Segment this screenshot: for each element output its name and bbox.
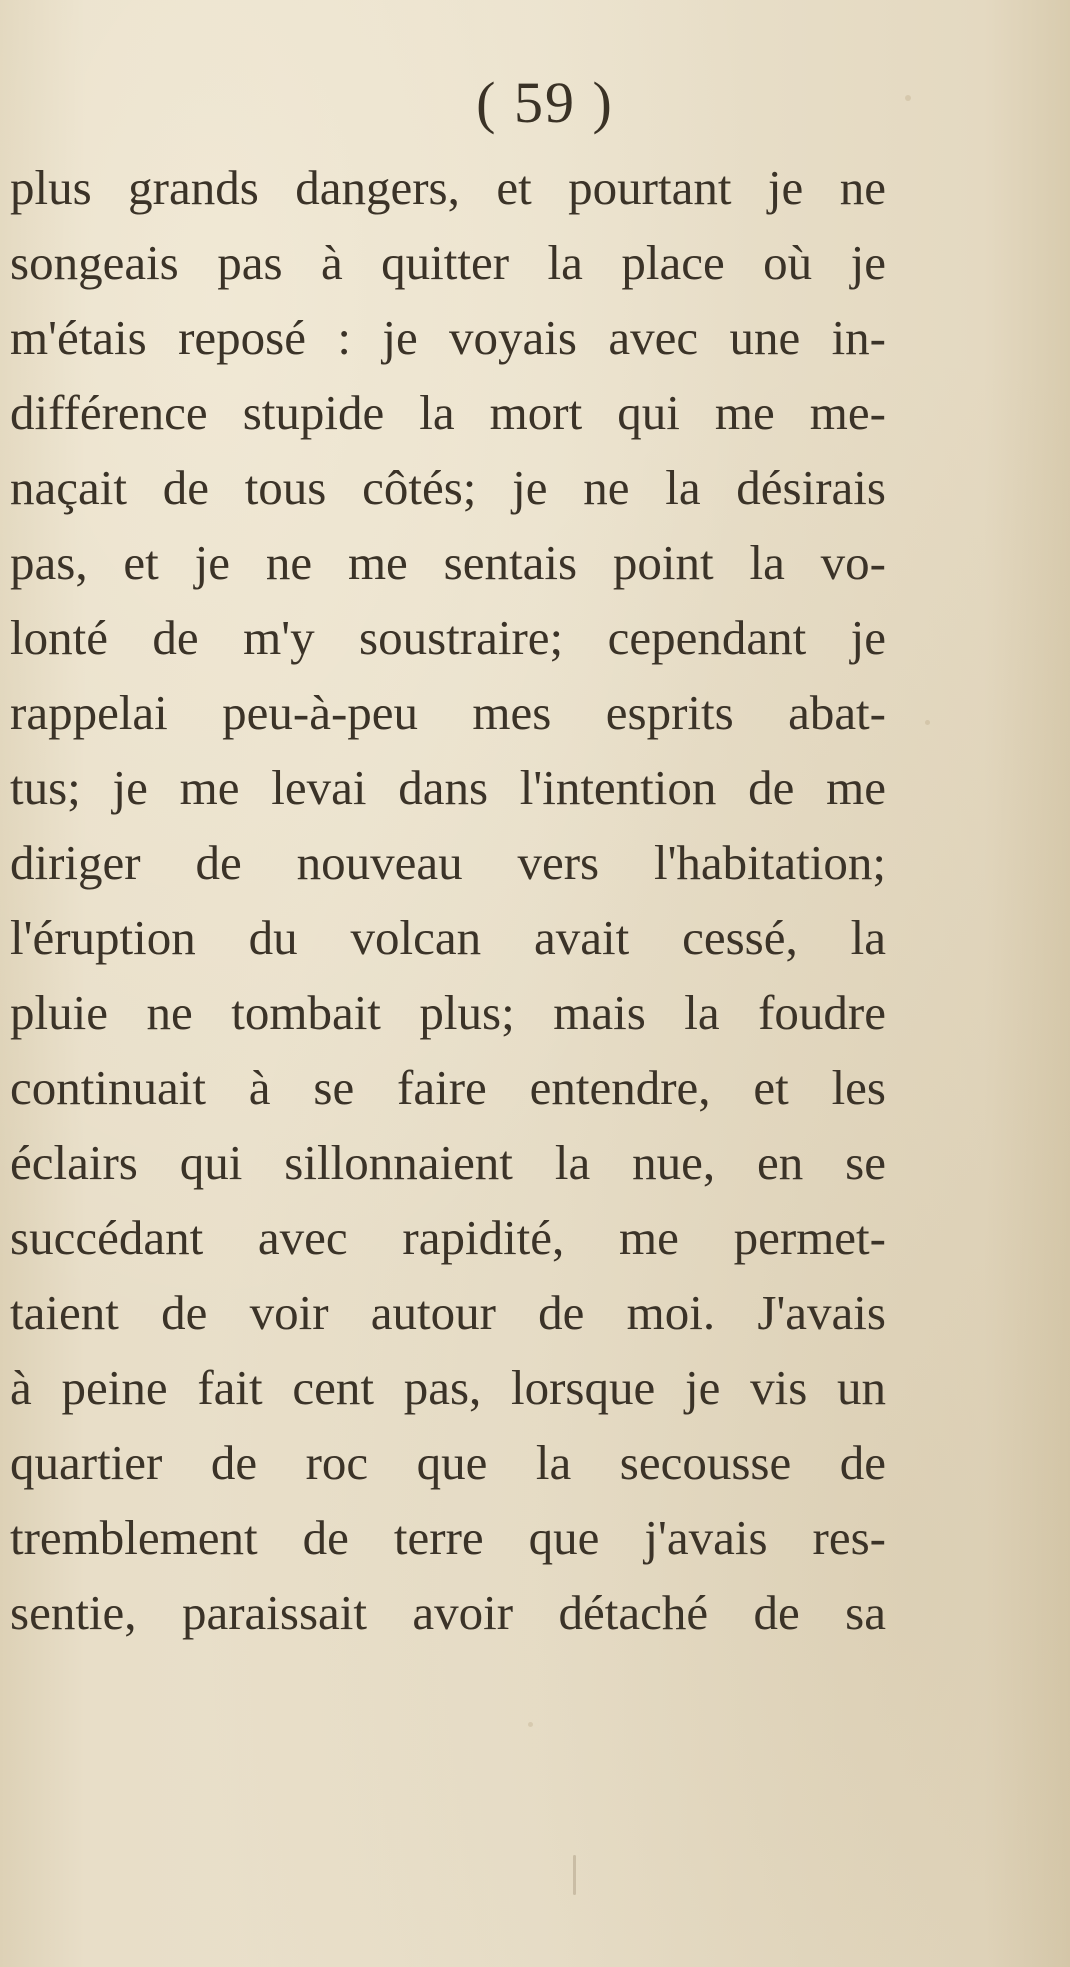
text-line: diriger de nouveau vers l'habitation;	[10, 835, 886, 890]
text-line: plus grands dangers, et pourtant je ne	[10, 160, 886, 215]
text-line: éclairs qui sillonnaient la nue, en se	[10, 1135, 886, 1190]
text-line: pas, et je ne me sentais point la vo-	[10, 535, 886, 590]
text-line: tremblement de terre que j'avais res-	[10, 1510, 886, 1565]
text-line: sentie, paraissait avoir détaché de sa	[10, 1585, 886, 1640]
text-line: songeais pas à quitter la place où je	[10, 235, 886, 290]
text-line: succédant avec rapidité, me permet-	[10, 1210, 886, 1265]
text-line: rappelai peu-à-peu mes esprits abat-	[10, 685, 886, 740]
paper-spot	[528, 1722, 533, 1727]
text-line: continuait à se faire entendre, et les	[10, 1060, 886, 1115]
text-line: tus; je me levai dans l'intention de me	[10, 760, 886, 815]
paper-spot	[925, 720, 930, 725]
paper-mark	[573, 1855, 576, 1895]
text-line: taient de voir autour de moi. J'avais	[10, 1285, 886, 1340]
text-line: lonté de m'y soustraire; cependant je	[10, 610, 886, 665]
text-line: à peine fait cent pas, lorsque je vis un	[10, 1360, 886, 1415]
page-number: ( 59 )	[476, 70, 614, 135]
text-line: quartier de roc que la secousse de	[10, 1435, 886, 1490]
text-line: différence stupide la mort qui me me-	[10, 385, 886, 440]
text-line: m'étais reposé : je voyais avec une in-	[10, 310, 886, 365]
body-text	[10, 150, 886, 1650]
text-line: naçait de tous côtés; je ne la désirais	[10, 460, 886, 515]
text-line: l'éruption du volcan avait cessé, la	[10, 910, 886, 965]
text-line: pluie ne tombait plus; mais la foudre	[10, 985, 886, 1040]
